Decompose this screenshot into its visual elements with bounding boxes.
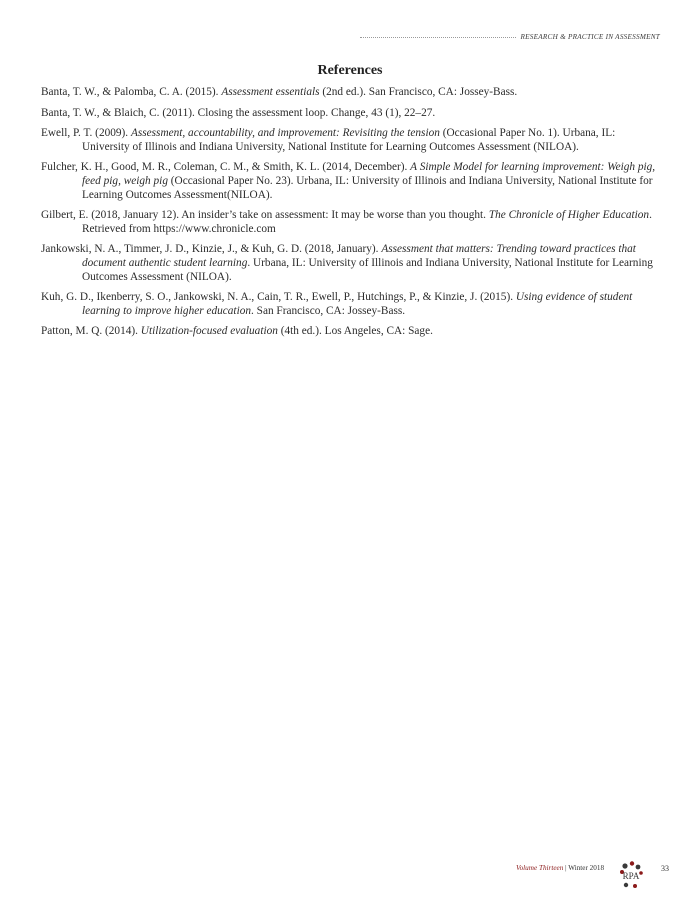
reference-work-title: Utilization-focused evaluation (140, 325, 278, 338)
reference-entry (41, 161, 661, 202)
reference-work-title: The Chronicle of Higher Education (488, 209, 650, 222)
page-number: 33 (661, 864, 669, 873)
reference-entry (41, 209, 661, 236)
reference-citation-text: Gilbert, E. (2018, January 12). An insider’s take on assessment: It may be worse than you thought. (41, 209, 489, 222)
reference-publication-details: (Occasional Paper No. 23). Urbana, IL: University of Illinois and Indiana University, National Institute for Learning Outcomes Assessment(NILOA). (82, 174, 653, 201)
reference-citation-text: Fulcher, K. H., Good, M. R., Coleman, C. M., & Smith, K. L. (2014, December). (41, 161, 411, 174)
footer-issue: Winter 2018 (568, 864, 605, 872)
running-head-text: RESEARCH & PRACTICE IN ASSESSMENT (520, 33, 660, 41)
reference-citation-text: Patton, M. Q. (2014). (41, 325, 141, 338)
reference-work-title: Assessment essentials (221, 86, 320, 98)
reference-publication-details: . San Francisco, CA: Jossey-Bass. (251, 304, 406, 317)
reference-work-title: Assessment, accountability, and improvement: Revisiting the tension (130, 127, 440, 140)
reference-entry (41, 243, 661, 284)
footer-separator: | (563, 864, 569, 872)
header-dotted-rule (360, 37, 516, 38)
reference-entry (41, 86, 661, 100)
reference-entry (41, 325, 661, 339)
logo-text: RPA (622, 871, 640, 881)
reference-citation-text: Banta, T. W., & Blaich, C. (2011). Closing the assessment loop. Change, 43 (1), 22–27. (41, 106, 436, 119)
references-heading: References (317, 63, 383, 78)
reference-list (41, 86, 661, 346)
reference-citation-text: Ewell, P. T. (2009). (41, 127, 131, 140)
reference-citation-text: Jankowski, N. A., Timmer, J. D., Kinzie, J., & Kuh, G. D. (2018, January). (41, 243, 382, 256)
reference-publication-details: (2nd ed.). San Francisco, CA: Jossey-Bass. (319, 86, 518, 98)
reference-work-title: A Simple Model for learning improvement: Weigh pig, feed pig, weigh pig (82, 161, 656, 187)
rpa-logo-icon (617, 860, 645, 890)
footer-issue-line (516, 864, 604, 872)
footer-volume: Volume Thirteen (516, 864, 564, 872)
reference-citation-text: Banta, T. W., & Palomba, C. A. (2015). (41, 86, 222, 98)
reference-publication-details: (Occasional Paper No. 1). Urbana, IL: University of Illinois and Indiana University, National Institute for Learning Outcomes Assessment (NILOA). (82, 127, 616, 153)
reference-citation-text: Kuh, G. D., Ikenberry, S. O., Jankowski, N. A., Cain, T. R., Ewell, P., Hutchings, P., & Kinzie, J. (2015). (41, 291, 516, 304)
reference-work-title: Assessment that matters: Trending toward practices that document authentic student learning (82, 243, 636, 269)
reference-entry (41, 107, 661, 121)
reference-work-title: Using evidence of student learning to improve higher education (82, 291, 633, 317)
reference-entry (41, 127, 661, 154)
reference-publication-details: (4th ed.). Los Angeles, CA: Sage. (277, 325, 433, 338)
reference-publication-details: . Urbana, IL: University of Illinois and Indiana University, National Institute for Learning Outcomes Assessment (NILOA). (82, 256, 653, 283)
page-footer (480, 860, 670, 890)
running-header (360, 33, 660, 41)
reference-publication-details: . Retrieved from https://www.chronicle.com (82, 209, 652, 235)
reference-entry (41, 291, 661, 318)
